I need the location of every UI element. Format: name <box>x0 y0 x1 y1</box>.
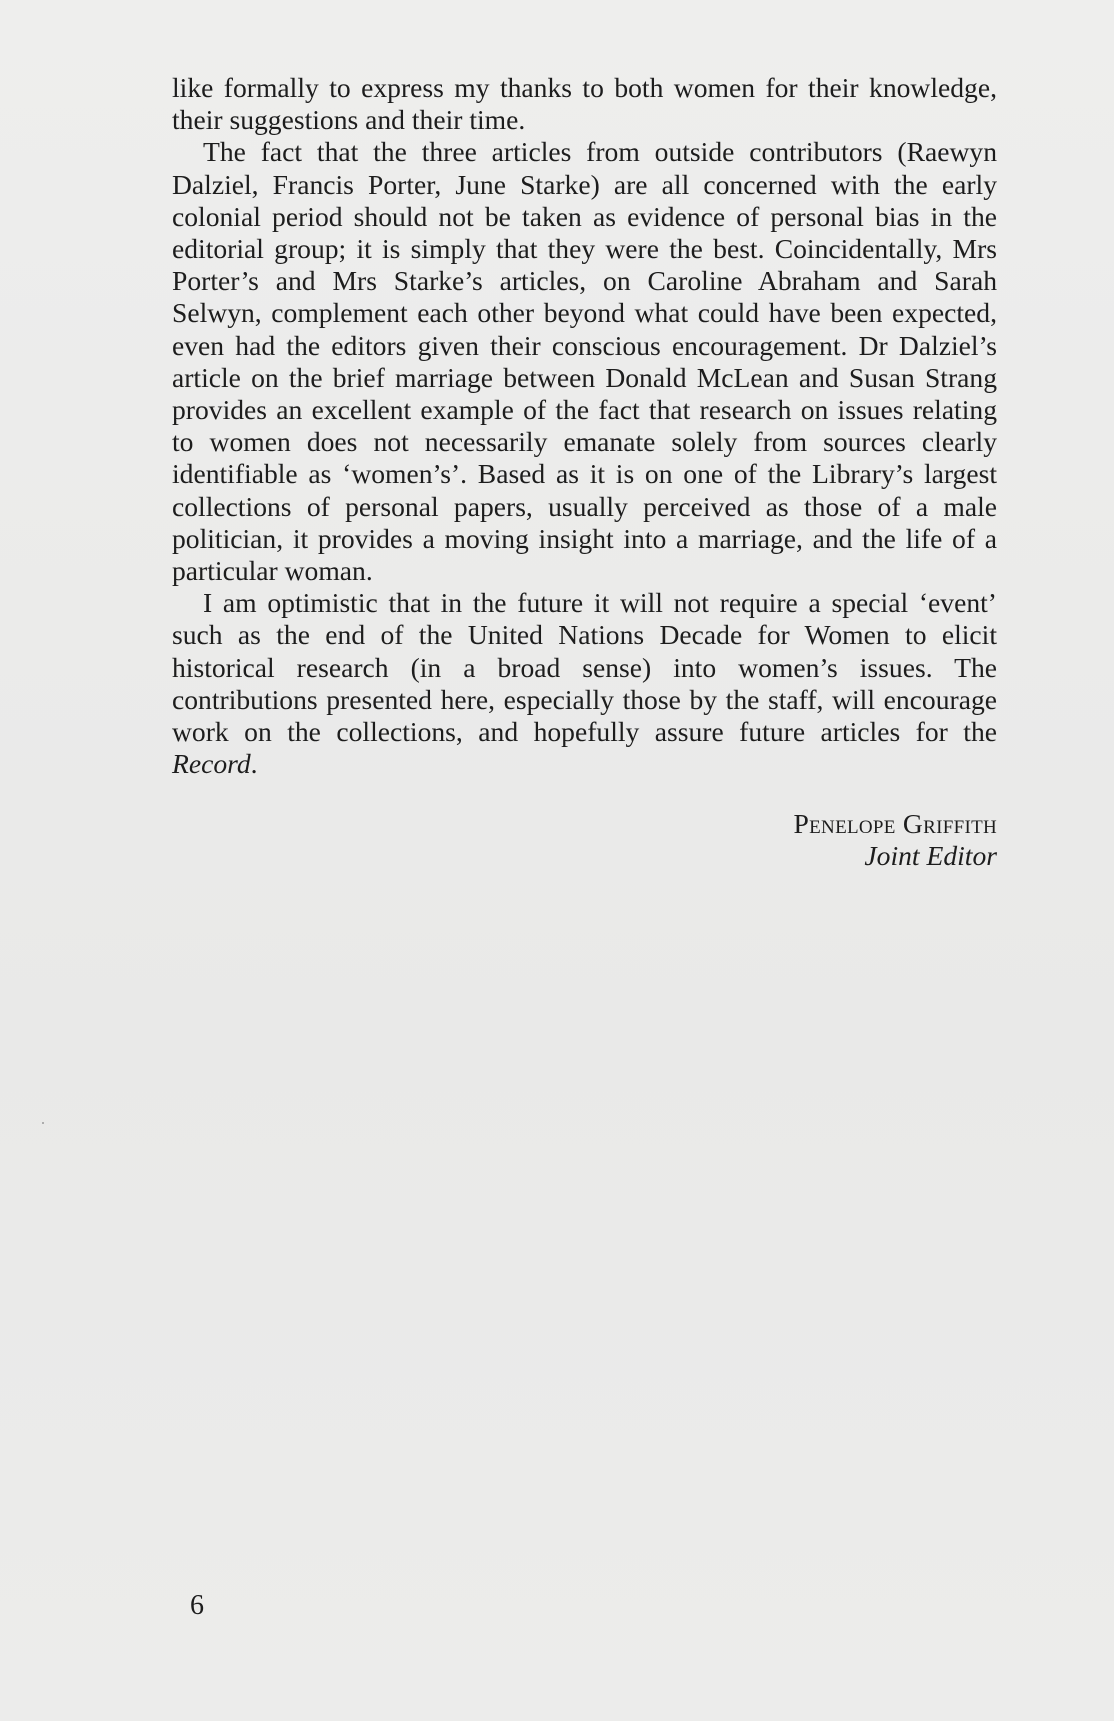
paragraph-1 <box>172 72 997 136</box>
journal-title-italic: Record <box>172 748 251 780</box>
paragraph-1-text: like formally to express my thanks to both women for their knowledge, their suggestions and their time. <box>172 72 997 136</box>
paragraph-2-text: The fact that the three articles from outside contributors (Raewyn Dalziel, Francis Porter, June Starke) are all concerned with the early colonial period should not be taken as evidence of personal bias in the editorial group; it is simply that they were the best. Coincidentally, Mrs Porter’s and Mrs Starke’s articles, on Caroline Abraham and Sarah Selwyn, complement each other beyond what could have been expected, even had the editors given their conscious encouragement. Dr Dalziel’s article on the brief marriage between Donald McLean and Susan Strang provides an excellent example of the fact that research on issues relating to women does not necessarily emanate solely from sources clearly identifiable as ‘women’s’. Based as it is on one of the Library’s largest collections of personal papers, usually perceived as those of a male politician, it provides a moving insight into a marriage, and the life of a particular woman. <box>172 136 997 587</box>
signature-title: Joint Editor <box>864 840 997 872</box>
paragraph-3-end: . <box>250 748 258 780</box>
page-number: 6 <box>190 1590 204 1621</box>
signature-name: Penelope Griffith <box>793 808 997 839</box>
signature-block <box>794 808 998 872</box>
paper-speck <box>42 1122 44 1124</box>
paragraph-3-text: I am optimistic that in the future it will not require a special ‘event’ such as the end of the United Nations Decade for Women to elicit historical research (in a broad sense) into women’s issues. The contributions presented here, especially those by the staff, will encourage work on the collections, and hopefully assure future articles for the <box>172 587 997 748</box>
paragraph-3 <box>172 587 997 780</box>
body-text <box>172 72 997 780</box>
paragraph-2 <box>172 136 997 587</box>
